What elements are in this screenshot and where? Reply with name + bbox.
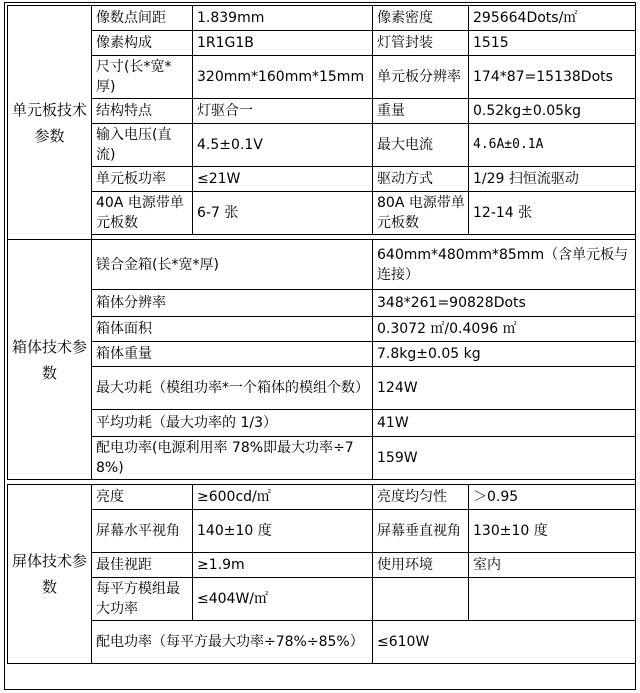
drive-value: 1/29 扫恒流驱动	[469, 167, 636, 192]
env-value: 室内	[469, 553, 636, 578]
led-label: 灯管封装	[373, 31, 469, 56]
voltage-value: 4.5±0.1V	[193, 124, 373, 167]
cab-area-label: 箱体面积	[92, 317, 373, 342]
psu80-value: 12-14 张	[469, 192, 636, 235]
uniform-value: ＞0.95	[469, 485, 636, 510]
cab-res-label: 箱体分辨率	[92, 290, 373, 317]
drive-label: 驱动方式	[373, 167, 469, 192]
size-value: 320mm*160mm*15mm	[193, 56, 373, 99]
cab-dist-label: 配电功率(电源利用率 78%即最大功率÷78%)	[92, 437, 373, 480]
cab-res-value: 348*261=90828Dots	[373, 290, 636, 317]
power-value: ≤21W	[193, 167, 373, 192]
struct-value: 灯驱合一	[193, 99, 373, 124]
cab-size-value: 640mm*480mm*85mm（含单元板与连接）	[373, 240, 636, 290]
hview-value: 140±10 度	[193, 510, 373, 553]
power-label: 单元板功率	[92, 167, 193, 192]
current-label: 最大电流	[373, 124, 469, 167]
env-label: 使用环境	[373, 553, 469, 578]
res-label: 单元板分辨率	[373, 56, 469, 99]
bright-label: 亮度	[92, 485, 193, 510]
pitch-label: 像数点间距	[92, 6, 193, 31]
empty-cell	[469, 578, 636, 621]
voltage-label: 输入电压(直流)	[92, 124, 193, 167]
size-label: 尺寸(长*宽*厚)	[92, 56, 193, 99]
weight-label: 重量	[373, 99, 469, 124]
bestdist-label: 最佳视距	[92, 553, 193, 578]
weight-value: 0.52kg±0.05kg	[469, 99, 636, 124]
uniform-label: 亮度均匀性	[373, 485, 469, 510]
screen-dist-value: ≤610W	[373, 621, 636, 664]
pixel-label: 像素构成	[92, 31, 193, 56]
empty-cell	[373, 578, 469, 621]
psu80-label: 80A 电源带单元板数	[373, 192, 469, 235]
psu40-value: 6-7 张	[193, 192, 373, 235]
struct-label: 结构特点	[92, 99, 193, 124]
vview-value: 130±10 度	[469, 510, 636, 553]
bestdist-value: ≥1.9m	[193, 553, 373, 578]
cab-maxpower-label: 最大功耗（模组功率*一个箱体的模组个数）	[92, 367, 373, 410]
density-value: 295664Dots/㎡	[469, 6, 636, 31]
cab-weight-label: 箱体重量	[92, 342, 373, 367]
density-label: 像素密度	[373, 6, 469, 31]
cab-avgpower-value: 41W	[373, 410, 636, 437]
section-unit-board: 单元板技术参数	[8, 6, 92, 240]
sqm-label: 每平方模组最大功率	[92, 578, 193, 621]
sqm-value: ≤404W/㎡	[193, 578, 373, 621]
cab-weight-value: 7.8kg±0.05 kg	[373, 342, 636, 367]
cab-maxpower-value: 124W	[373, 367, 636, 410]
cab-dist-value: 159W	[373, 437, 636, 480]
bright-value: ≥600cd/㎡	[193, 485, 373, 510]
cab-avgpower-label: 平均功耗（最大功率的 1/3）	[92, 410, 373, 437]
vview-label: 屏幕垂直视角	[373, 510, 469, 553]
pixel-value: 1R1G1B	[193, 31, 373, 56]
section-cabinet: 箱体技术参数	[8, 240, 92, 480]
psu40-label: 40A 电源带单元板数	[92, 192, 193, 235]
screen-dist-label: 配电功率（每平方最大功率÷78%÷85%）	[92, 621, 373, 664]
led-value: 1515	[469, 31, 636, 56]
cab-size-label: 镁合金箱(长*宽*厚)	[92, 240, 373, 290]
section-screen: 屏体技术参数	[8, 485, 92, 664]
res-value: 174*87=15138Dots	[469, 56, 636, 99]
current-value: 4.6A±0.1A	[469, 124, 636, 167]
spec-table	[7, 5, 636, 664]
hview-label: 屏幕水平视角	[92, 510, 193, 553]
cab-area-value: 0.3072 ㎡/0.4096 ㎡	[373, 317, 636, 342]
pitch-value: 1.839mm	[193, 6, 373, 31]
